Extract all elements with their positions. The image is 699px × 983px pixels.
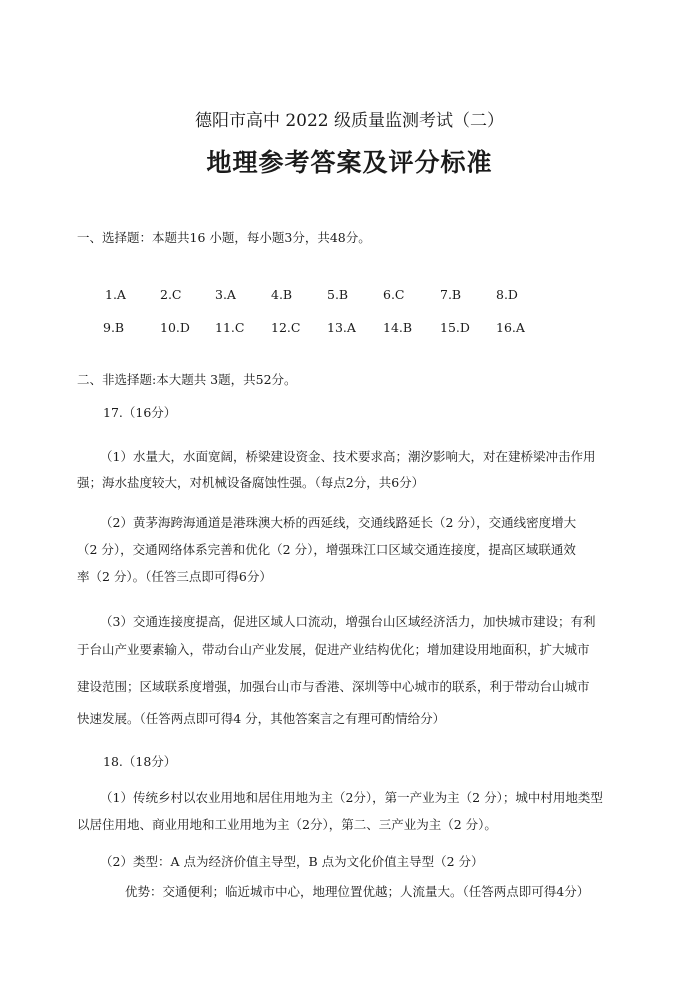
- answer-item: 10.D: [160, 320, 190, 335]
- answer-item: 4.B: [271, 287, 293, 302]
- answer-item: 15.D: [440, 320, 470, 335]
- q17-part2-line1: （2）黄茅海跨海通道是港珠澳大桥的西延线，交通线路延长（2 分），交通线密度增大: [100, 515, 577, 530]
- q17-part3-line1: （3）交通连接度提高，促进区域人口流动，增强台山区域经济活力，加快城市建设；有利: [100, 614, 596, 629]
- q17-part3-line4: 快速发展。（任答两点即可得4 分，其他答案言之有理可酌情给分）: [77, 711, 446, 726]
- answer-item: 3.A: [215, 287, 236, 302]
- page-title: 地理参考答案及评分标准: [206, 148, 493, 177]
- q17-part1-line2: 强；海水盐度较大，对机械设备腐蚀性强。（每点2分，共6分）: [77, 475, 425, 490]
- section2-heading: 二、非选择题:本大题共 3题，共52分。: [77, 372, 297, 387]
- q17-part3-line2: 于台山产业要素输入，带动台山产业发展，促进产业结构优化；增加建设用地面积，扩大城市: [77, 642, 590, 657]
- q18-part2-line1: （2）类型：A 点为经济价值主导型，B 点为文化价值主导型（2 分）: [100, 854, 484, 869]
- exam-subtitle: 德阳市高中 2022 级质量监测考试（二）: [194, 111, 505, 131]
- answer-item: 14.B: [383, 320, 413, 335]
- question-18-label: 18.（18分）: [103, 754, 177, 769]
- answer-item: 11.C: [215, 320, 245, 335]
- question-17-label: 17.（16分）: [103, 405, 177, 420]
- answer-item: 1.A: [105, 287, 126, 302]
- q18-part1-line1: （1）传统乡村以农业用地和居住用地为主（2分），第一产业为主（2 分）；城中村用地类型: [100, 790, 603, 805]
- q17-part2-line3: 率（2 分）。（任答三点即可得6分）: [77, 569, 272, 584]
- answer-item: 7.B: [440, 287, 462, 302]
- section1-heading: 一、选择题：本题共16 小题，每小题3分，共48分。: [77, 230, 371, 245]
- answer-item: 12.C: [271, 320, 301, 335]
- answer-item: 8.D: [496, 287, 518, 302]
- answer-item: 2.C: [160, 287, 182, 302]
- q17-part1-line1: （1）水量大，水面宽阔，桥梁建设资金、技术要求高；潮汐影响大，对在建桥梁冲击作用: [100, 449, 596, 464]
- answer-item: 5.B: [327, 287, 349, 302]
- q17-part2-line2: （2 分），交通网络体系完善和优化（2 分），增强珠江口区域交通连接度，提高区域联通效: [77, 542, 576, 557]
- answer-item: 6.C: [383, 287, 405, 302]
- answer-item: 16.A: [496, 320, 525, 335]
- q18-part1-line2: 以居住用地、商业用地和工业用地为主（2分），第二、三产业为主（2 分）。: [77, 817, 497, 832]
- q18-part2-line2: 优势：交通便利；临近城市中心，地理位置优越；人流量大。（任答两点即可得4分）: [125, 884, 590, 899]
- answer-item: 9.B: [103, 320, 125, 335]
- q17-part3-line3: 建设范围；区域联系度增强，加强台山市与香港、深圳等中心城市的联系，利于带动台山城市: [77, 679, 590, 694]
- answer-item: 13.A: [327, 320, 356, 335]
